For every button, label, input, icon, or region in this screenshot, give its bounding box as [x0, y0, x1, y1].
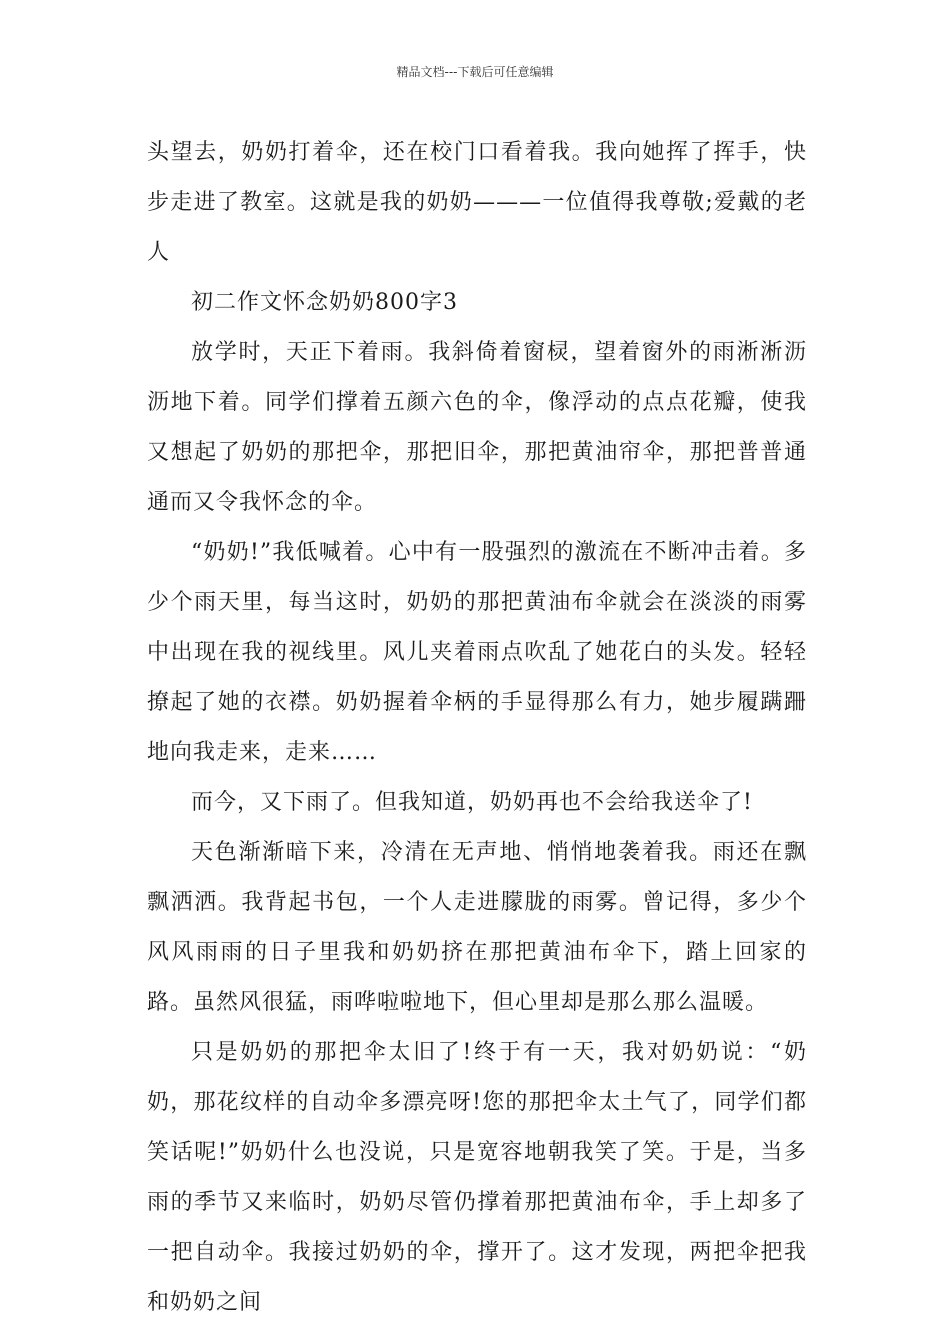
paragraph-darkening-sky: 天色渐渐暗下来，冷清在无声地、悄悄地袭着我。雨还在飘飘洒洒。我背起书包，一个人走进朦胧的雨雾。曾记得，多少个风风雨雨的日子里我和奶奶挤在那把黄油布伞下，踏上回家的路。虽然风很猛，雨哗啦啦地下，但心里却是那么那么温暖。 — [147, 840, 807, 1015]
page-header: 精品文档---下载后可任意编辑 — [396, 65, 554, 79]
section-heading: 初二作文怀念奶奶800字3 — [191, 290, 458, 315]
paragraph-calling-grandma: “奶奶!”我低喊着。心中有一股强烈的激流在不断冲击着。多少个雨天里，每当这时，奶奶的那把黄油布伞就会在淡淡的雨雾中出现在我的视线里。风儿夹着雨点吹乱了她花白的头发。轻轻撩起了她的衣襟。奶奶握着伞柄的手显得那么有力，她步履蹒跚地向我走来，走来…… — [147, 540, 807, 765]
paragraph-rain-again: 而今，又下雨了。但我知道，奶奶再也不会给我送伞了! — [191, 790, 753, 815]
paragraph-after-school: 放学时，天正下着雨。我斜倚着窗棂，望着窗外的雨淅淅沥沥地下着。同学们撑着五颜六色的伞，像浮动的点点花瓣，使我又想起了奶奶的那把伞，那把旧伞，那把黄油帘伞，那把普普通通而又令我怀念的伞。 — [147, 340, 807, 515]
paragraph-continuation: 头望去，奶奶打着伞，还在校门口看着我。我向她挥了挥手，快步走进了教室。这就是我的奶奶———一位值得我尊敬;爱戴的老人 — [147, 140, 807, 265]
document-body — [147, 128, 807, 1328]
paragraph-old-umbrella: 只是奶奶的那把伞太旧了!终于有一天，我对奶奶说：“奶奶，那花纹样的自动伞多漂亮呀!您的那把伞太土气了，同学们都笑话呢!”奶奶什么也没说，只是宽容地朝我笑了笑。于是，当多雨的季节又来临时，奶奶尽管仍撑着那把黄油布伞，手上却多了一把自动伞。我接过奶奶的伞，撑开了。这才发现，两把伞把我和奶奶之间 — [147, 1040, 807, 1315]
